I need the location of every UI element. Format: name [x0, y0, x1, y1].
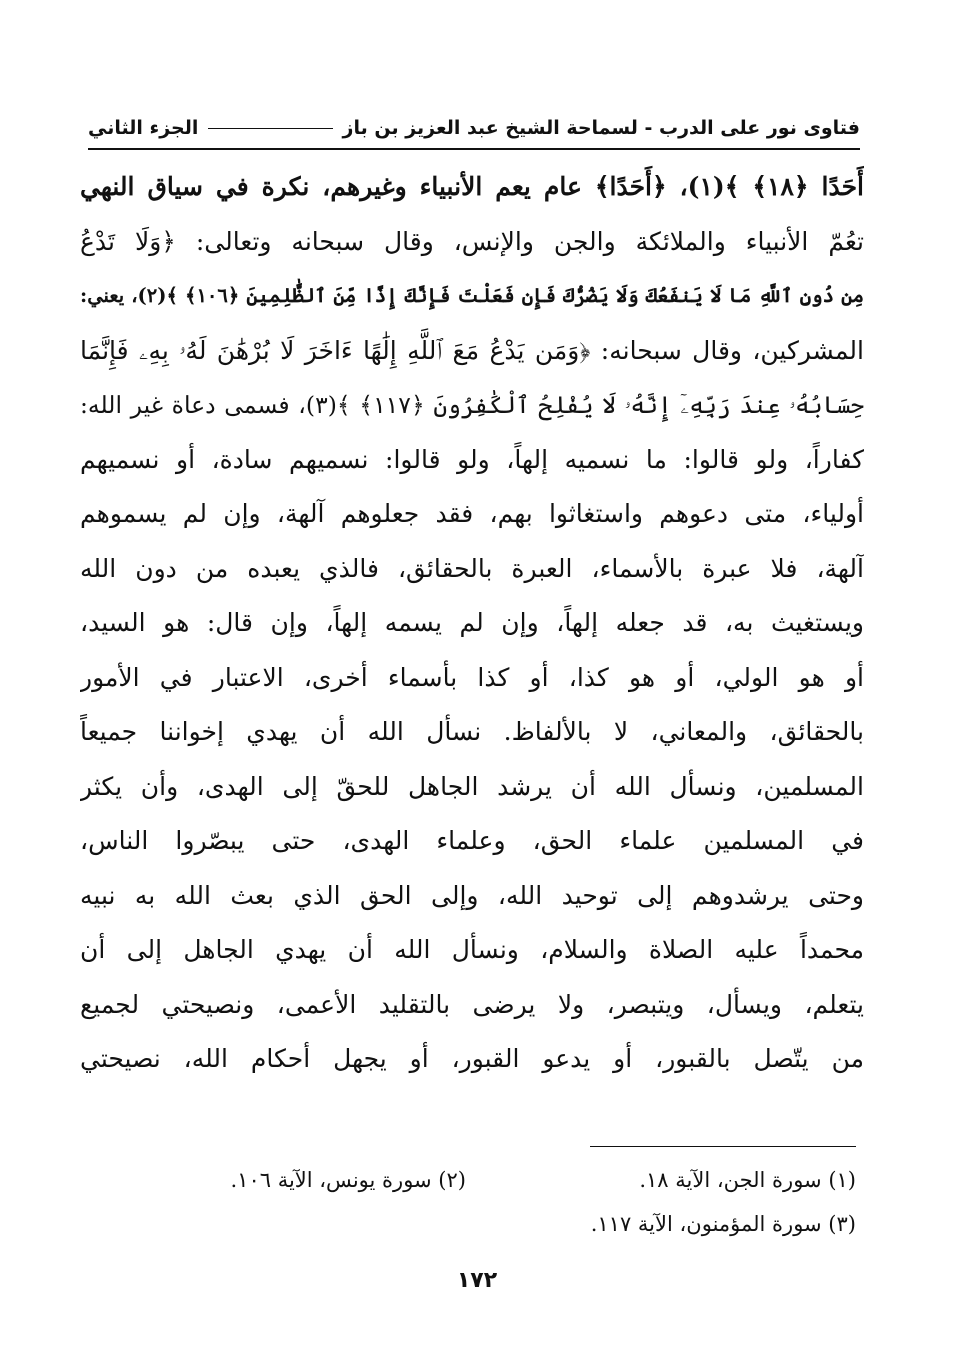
- body-line-2: تعُمّ الأنبياء والملائكة والجن والإنس، وقال سبحانه وتعالى: ﴿وَلَا تَدْعُ: [80, 226, 864, 256]
- body-line-17: من يتّصل بالقبور، أو يدعو القبور، أو يجهل أحكام الله، نصيحتي: [80, 1044, 864, 1073]
- page-number: ١٧٢: [456, 1268, 498, 1293]
- book-title: فتاوى نور على الدرب - لسماحة الشيخ عبد العزيز بن باز: [342, 117, 860, 139]
- body-line-13: في المسلمين علماء الحق، وعلماء الهدى، حتى يبصّروا الناس،: [80, 826, 864, 855]
- body-line-1: أَحَدًا ﴿١٨﴾ ﴾(١)، ﴿أَحَدًا﴾ عام يعم الأنبياء وغيرهم، نكرة في سياق النهي: [80, 172, 864, 201]
- volume-label: الجزء الثاني: [88, 117, 199, 139]
- body-line-16: يتعلم، ويسأل، ويتبصر، ولا يرضى بالتقليد الأعمى، ونصيحتي لجميع: [80, 989, 864, 1019]
- body-line-5: حِسَابُهُۥ عِندَ رَبِّهِۦٓ إِنَّهُۥ لَا يُفْلِحُ ٱلْكَٰفِرُونَ ﴿١١٧﴾ ﴾(٣)، فسمى دعاة غير الله:: [80, 391, 864, 419]
- footnotes: [150, 1158, 856, 1246]
- body-line-8: آلهة، فلا عبرة بالأسماء، العبرة بالحقائق، فالذي يعبده من دون الله: [80, 553, 864, 583]
- body-line-15: محمداً عليه الصلاة والسلام، ونسأل الله أن يهدي الجاهل إلى أن: [80, 935, 864, 964]
- running-header: [88, 108, 860, 148]
- footnote-separator: [590, 1146, 856, 1147]
- footnote-2: (٢) سورة يونس، الآية ١٠٦.: [230, 1168, 466, 1192]
- footnote-3: (٣) سورة المؤمنون، الآية ١١٧.: [590, 1212, 856, 1236]
- body-line-10: أو هو الولي، أو هو كذا، أو كذا بأسماء أخرى، الاعتبار في الأمور: [80, 662, 864, 692]
- body-line-3: مِن دُونِ ٱللَّهِ مَا لَا يَنفَعُكَ وَلَا يَضُرُّكَ فَإِن فَعَلْتَ فَإِنَّكَ إِذًا مِّنَ ٱلظَّٰلِمِينَ ﴿١٠٦﴾ ﴾(٢)، يعني:: [80, 284, 864, 307]
- body-line-4: المشركين، وقال سبحانه: ﴿وَمَن يَدْعُ مَعَ ٱللَّهِ إِلَٰهًا ءَاخَرَ لَا بُرْهَٰنَ لَهُۥ بِهِۦ فَإِنَّمَا: [80, 335, 864, 365]
- header-dash-rule: [208, 128, 332, 129]
- body-line-9: ويستغيث به، قد جعله إلهاً، وإن لم يسمه إلهاً، وإن قال: هو السيد،: [80, 608, 864, 637]
- header-divider: [88, 148, 860, 150]
- footnote-1: (١) سورة الجن، الآية ١٨.: [639, 1168, 856, 1192]
- body-line-6: كفاراً، ولو قالوا: ما نسميه إلهاً، ولو قالوا: نسميهم سادة، أو نسميهم: [80, 444, 864, 474]
- body-text: [80, 160, 864, 1087]
- footnote-row-1: [150, 1158, 856, 1202]
- body-line-12: المسلمين، ونسأل الله أن يرشد الجاهل للحقّ إلى الهدى، وأن يكثر: [80, 771, 864, 801]
- body-line-11: بالحقائق، والمعاني، لا بالألفاظ. نسأل الله أن يهدي إخواننا جميعاً: [80, 717, 864, 746]
- body-line-14: وحتى يرشدوهم إلى توحيد الله، وإلى الحق الذي بعث الله به نبيه: [80, 880, 864, 910]
- footnote-row-2: [150, 1202, 856, 1246]
- body-line-7: أولياء، متى دعوهم واستغاثوا بهم، فقد جعلوهم آلهة، وإن لم يسموهم: [80, 499, 864, 528]
